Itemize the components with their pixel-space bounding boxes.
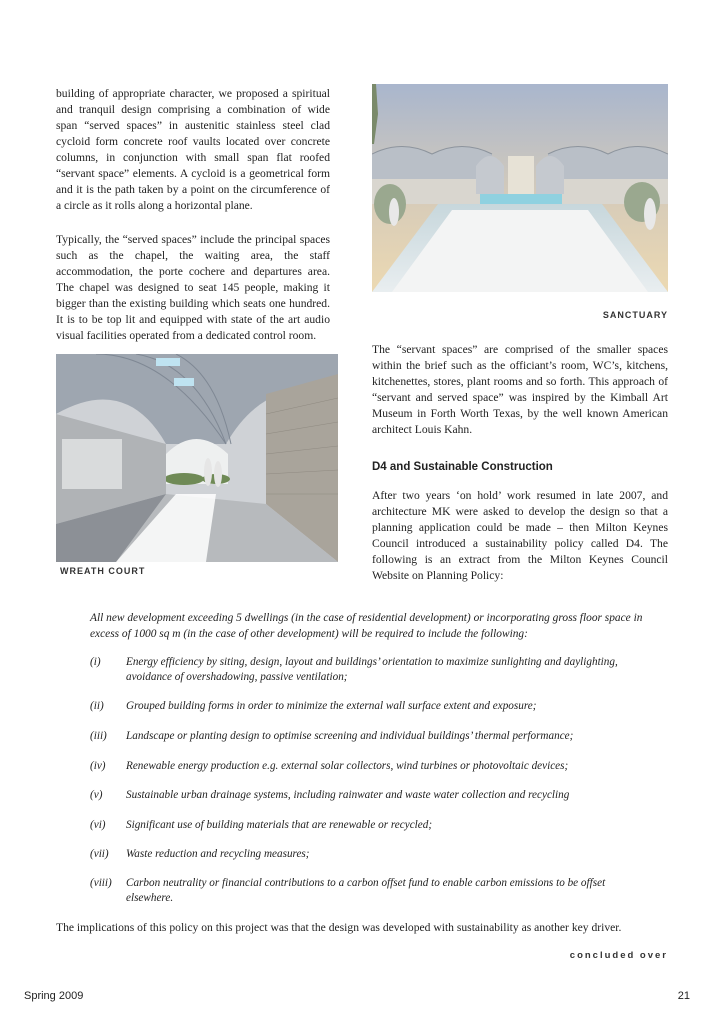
d4-paragraph: After two years ‘on hold’ work resumed in late 2007, and architecture MK were asked to develop the design so that a planning application could be made – then Milton Keynes Council introduced a sustainability policy called D4. The following is an extract from the Milton Keynes Council Website on Planning Policy: bbox=[372, 489, 668, 582]
policy-item bbox=[90, 729, 650, 744]
page-number: 21 bbox=[677, 990, 690, 1002]
policy-item-number: (vi) bbox=[90, 819, 106, 831]
policy-item bbox=[90, 788, 650, 803]
policy-item-text: Grouped building forms in order to minimize the external wall surface extent and exposure; bbox=[126, 700, 537, 712]
policy-item bbox=[90, 818, 650, 833]
policy-item bbox=[90, 876, 650, 906]
policy-item-number: (i) bbox=[90, 656, 101, 668]
policy-item-text: Significant use of building materials that are renewable or recycled; bbox=[126, 819, 433, 831]
policy-item-text: Energy efficiency by siting, design, layout and buildings’ orientation to maximize sunlighting and daylighting, avoidance of overshadowing, passive ventilation; bbox=[126, 656, 618, 683]
policy-item-number: (v) bbox=[90, 789, 103, 801]
section-heading: D4 and Sustainable Construction bbox=[372, 461, 553, 473]
servant-spaces-paragraph: The “servant spaces” are comprised of the smaller spaces within the brief such as the officiant’s room, WC’s, kitchens, kitchenettes, stores, plant rooms and so forth. This approach of “servant and served space” was inspired by the Kimball Art Museum in Forth Worth Texas, by the well known American architect Louis Kahn. bbox=[372, 343, 668, 436]
sanctuary-image bbox=[372, 84, 668, 292]
intro-paragraph-2: Typically, the “served spaces” include the principal spaces such as the chapel, the waiting area, the staff accommodation, the porte cochere and departures area. The chapel was designed to seat 145 people, making it bigger than the existing building which seats one hundred. It is to be top lit and equipped with state of the art audio visual facilities operated from a dedicated control room. bbox=[56, 233, 330, 342]
policy-item-text: Landscape or planting design to optimise screening and individual buildings’ thermal performance; bbox=[126, 730, 574, 742]
sanctuary-caption: SANCTUARY bbox=[602, 310, 668, 320]
policy-item-number: (vii) bbox=[90, 848, 109, 860]
wreath-court-image bbox=[56, 354, 338, 562]
policy-item-text: Carbon neutrality or financial contributions to a carbon offset fund to enable carbon emissions to be offset elsewhere. bbox=[126, 877, 606, 904]
policy-item bbox=[90, 699, 650, 714]
policy-item bbox=[90, 655, 650, 685]
issue-label: Spring 2009 bbox=[24, 990, 84, 1002]
policy-item-number: (iii) bbox=[90, 730, 107, 742]
policy-item bbox=[90, 759, 650, 774]
wreath-court-caption: WREATH COURT bbox=[60, 566, 146, 576]
policy-item-text: Renewable energy production e.g. external solar collectors, wind turbines or photovoltaic devices; bbox=[126, 760, 569, 772]
policy-intro: All new development exceeding 5 dwellings (in the case of residential development) or incorporating gross floor space in excess of 1000 sq m (in the case of other development) will be required to include the following: bbox=[90, 612, 643, 640]
policy-item-text: Sustainable urban drainage systems, including rainwater and waste water collection and recycling bbox=[126, 789, 570, 801]
policy-item bbox=[90, 847, 650, 862]
intro-paragraph-1: building of appropriate character, we proposed a spiritual and tranquil design comprising a combination of wide span “served spaces” in austenitic stainless steel clad cycloid form concrete roof vaults located over concrete columns, in conjunction with small span flat roofed “servant space” elements. A cycloid is a geometrical form and it is the path taken by a point on the circumference of a circle as it rolls along a horizontal plane. bbox=[56, 87, 330, 212]
policy-item-number: (iv) bbox=[90, 760, 106, 772]
concluded-over-label: concluded over bbox=[569, 950, 668, 961]
policy-item-number: (viii) bbox=[90, 877, 112, 889]
policy-item-number: (ii) bbox=[90, 700, 104, 712]
policy-item-text: Waste reduction and recycling measures; bbox=[126, 848, 310, 860]
conclusion-text: The implications of this policy on this project was that the design was developed with sustainability as another key driver. bbox=[56, 921, 622, 934]
